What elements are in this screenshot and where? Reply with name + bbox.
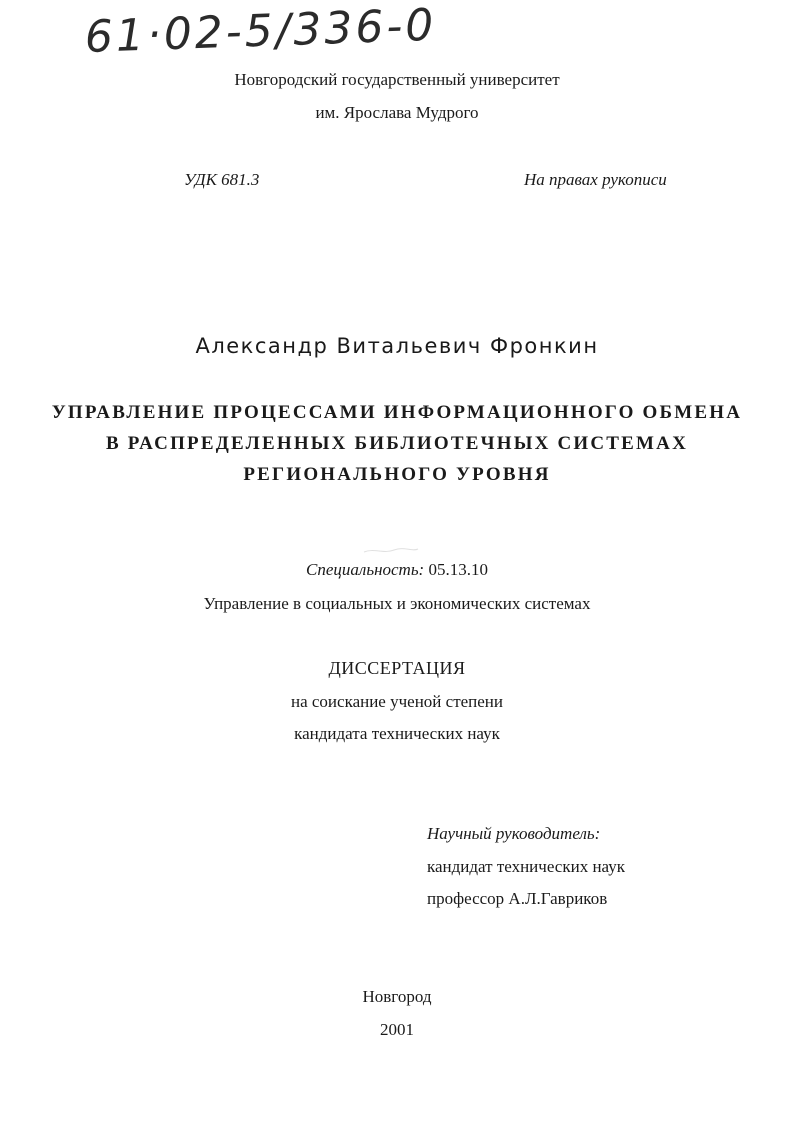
rights-note: На правах рукописи bbox=[524, 170, 667, 189]
supervisor-degree: кандидат технических наук bbox=[427, 857, 625, 876]
dissertation-degree-line-2: кандидата технических наук bbox=[294, 724, 500, 743]
university-name: Новгородский государственный университет bbox=[234, 70, 560, 89]
supervisor-label: Научный руководитель: bbox=[427, 824, 601, 843]
dissertation-title-line-2: В РАСПРЕДЕЛЕННЫХ БИБЛИОТЕЧНЫХ СИСТЕМАХ bbox=[105, 433, 689, 454]
publication-place: Новгород bbox=[362, 987, 432, 1006]
faint-stamp-mark-icon bbox=[360, 546, 420, 556]
university-honorific: им. Ярослава Мудрого bbox=[315, 103, 479, 122]
dissertation-degree-line-1: на соискание ученой степени bbox=[290, 692, 504, 711]
handwritten-archive-code: 61·02-5/336-0 bbox=[84, 0, 438, 63]
dissertation-title-line-1: УПРАВЛЕНИЕ ПРОЦЕССАМИ ИНФОРМАЦИОННОГО ОБМЕНА bbox=[51, 402, 743, 423]
specialty-line bbox=[0, 560, 794, 580]
dissertation-heading: ДИССЕРТАЦИЯ bbox=[328, 658, 466, 678]
specialty-code: 05.13.10 bbox=[428, 560, 488, 579]
author-name: Александр Витальевич Фронкин bbox=[195, 334, 599, 358]
specialty-name: Управление в социальных и экономических системах bbox=[203, 594, 591, 613]
publication-year: 2001 bbox=[380, 1020, 414, 1039]
supervisor-name: профессор А.Л.Гавриков bbox=[427, 889, 608, 908]
dissertation-title-line-3: РЕГИОНАЛЬНОГО УРОВНЯ bbox=[243, 464, 551, 485]
udk-code: УДК 681.3 bbox=[184, 170, 260, 189]
specialty-label: Специальность: bbox=[306, 560, 425, 579]
